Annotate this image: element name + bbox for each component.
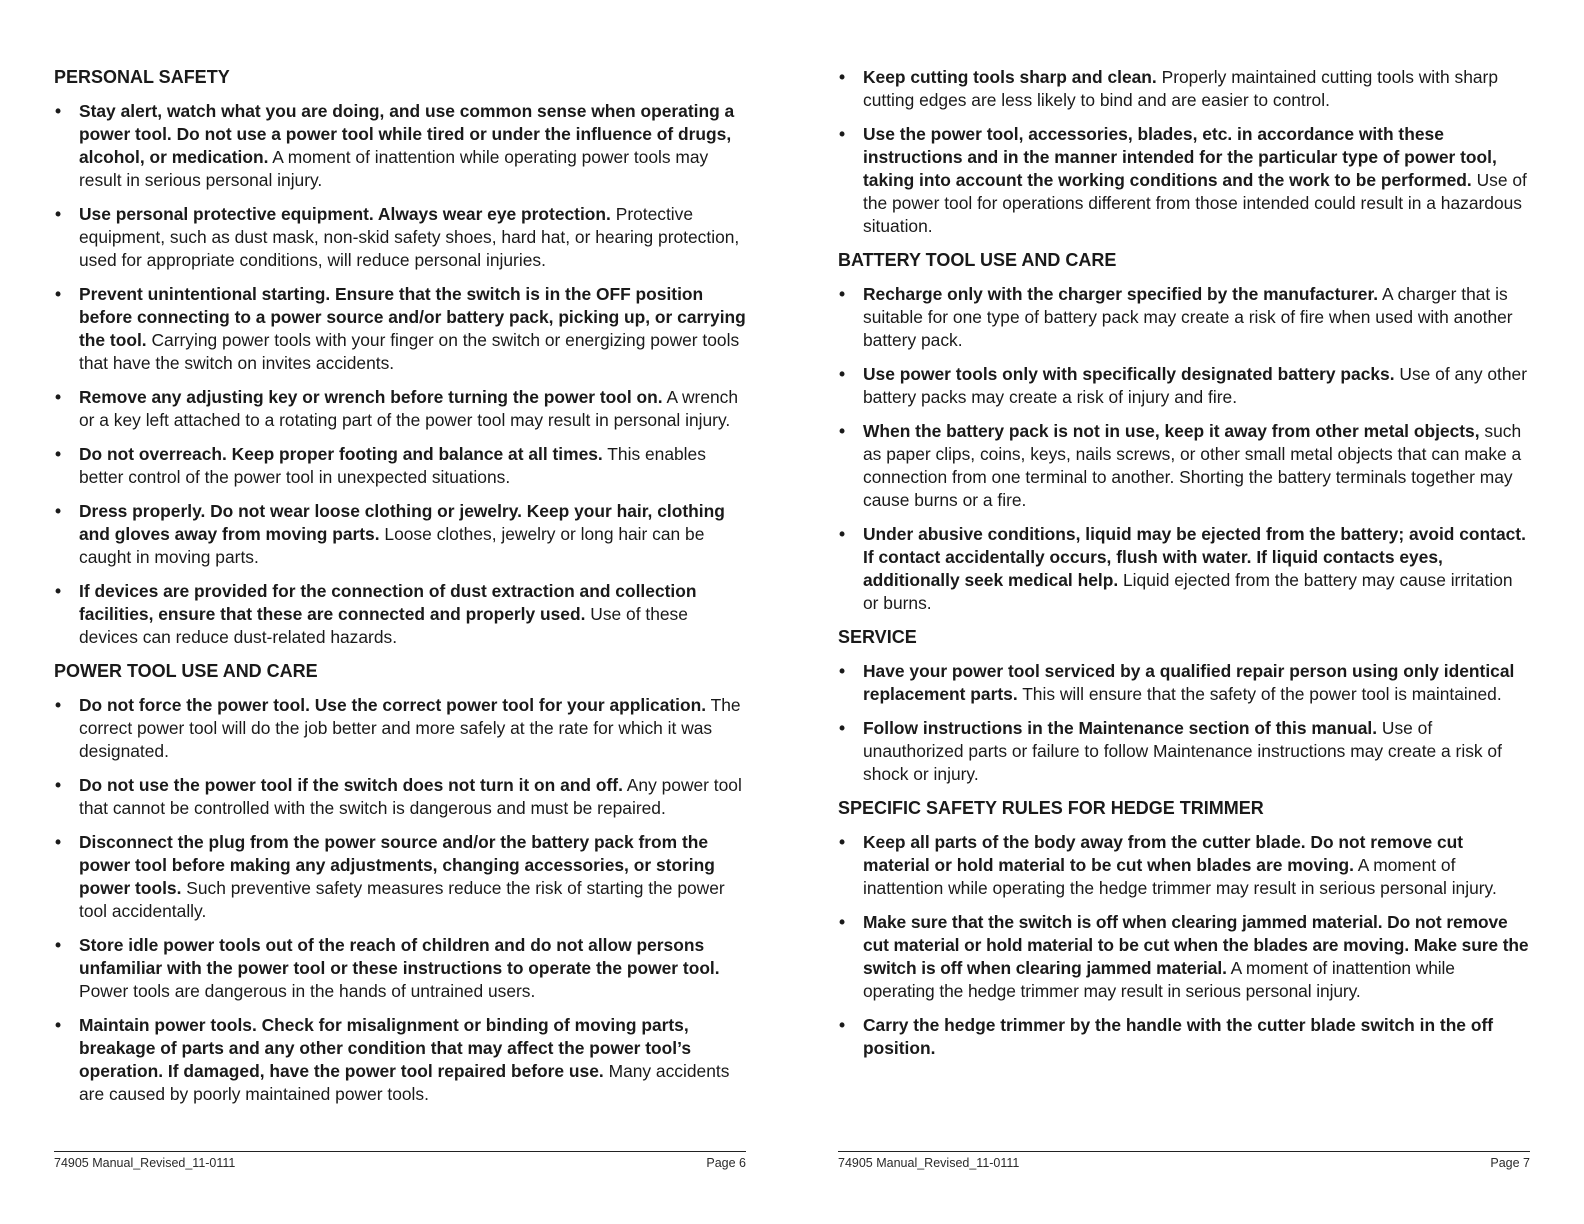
rule-text: A moment of inattention while operating the hedge trimmer may result in serious personal injury. (863, 958, 1455, 1001)
rule-bold: If devices are provided for the connection of dust extraction and collection facilities, ensure that these are connected and properly used. (79, 581, 697, 624)
rule-bold: Dress properly. Do not wear loose clothing or jewelry. Keep your hair, clothing and gloves away from moving parts. (79, 501, 725, 544)
rule-bold: Disconnect the plug from the power source and/or the battery pack from the power tool before making any adjustments, changing accessories, or storing power tools. (79, 832, 715, 898)
list-item (838, 911, 1530, 1003)
page-7 (838, 0, 1530, 1224)
list-item (54, 386, 746, 432)
rule-text: Carrying power tools with your finger on the switch or energizing power tools that have the switch on invites accidents. (79, 330, 740, 373)
rule-bold: Use personal protective equipment. Always wear eye protection. (79, 204, 611, 224)
list-item (838, 717, 1530, 786)
hedge-trimmer-rules-list (838, 831, 1530, 1060)
rule-text: such as paper clips, coins, keys, nails screws, or other small metal objects that can make a connection from one terminal to another. Shorting the battery terminals together may cause burns or a fire. (863, 421, 1522, 510)
rule-text: Liquid ejected from the battery may cause irritation or burns. (863, 570, 1513, 613)
rule-text: A wrench or a key left attached to a rotating part of the power tool may result in personal injury. (79, 387, 739, 430)
list-item (838, 123, 1530, 238)
rule-text: The correct power tool will do the job better and more safely at the rate for which it was designated. (79, 695, 741, 761)
list-item (54, 443, 746, 489)
rule-text: Use of the power tool for operations different from those intended could result in a hazardous situation. (863, 170, 1527, 236)
section-heading-power-tool-use: POWER TOOL USE AND CARE (54, 661, 318, 681)
rule-text: Power tools are dangerous in the hands of untrained users. (79, 981, 536, 1001)
rule-bold: When the battery pack is not in use, keep it away from other metal objects, (863, 421, 1480, 441)
section-heading-service: SERVICE (838, 627, 917, 647)
rule-text: Properly maintained cutting tools with sharp cutting edges are less likely to bind and are easier to control. (863, 67, 1499, 110)
list-item (54, 500, 746, 569)
list-item (54, 203, 746, 272)
personal-safety-list (54, 100, 746, 649)
section-heading-personal-safety: PERSONAL SAFETY (54, 67, 230, 87)
rule-bold: Remove any adjusting key or wrench before turning the power tool on. (79, 387, 663, 407)
list-item (54, 694, 746, 763)
service-list (838, 660, 1530, 786)
rule-text: This will ensure that the safety of the power tool is maintained. (1022, 684, 1502, 704)
list-item (838, 420, 1530, 512)
section-heading-battery-tool-use: BATTERY TOOL USE AND CARE (838, 250, 1117, 270)
page-number: Page 6 (706, 1156, 746, 1170)
rule-text: A moment of inattention while operating power tools may result in serious personal injury. (79, 147, 709, 190)
rule-bold: Do not use the power tool if the switch does not turn it on and off. (79, 775, 623, 795)
rule-text: Use of these devices can reduce dust-related hazards. (79, 604, 688, 647)
document-code: 74905 Manual_Revised_11-0111 (54, 1156, 236, 1170)
rule-bold: Maintain power tools. Check for misalignment or binding of moving parts, breakage of parts and any other condition that may affect the power tool’s operation. If damaged, have the power tool repaired before use. (79, 1015, 691, 1081)
page-footer (54, 1151, 746, 1170)
list-item (838, 523, 1530, 615)
battery-tool-list (838, 283, 1530, 615)
document-code: 74905 Manual_Revised_11-0111 (838, 1156, 1020, 1170)
rule-bold: Keep all parts of the body away from the cutter blade. Do not remove cut material or hold material to be cut when blades are moving. (863, 832, 1464, 875)
rule-text: A moment of inattention while operating the hedge trimmer may result in serious personal injury. (863, 855, 1497, 898)
list-item (838, 660, 1530, 706)
list-item (838, 283, 1530, 352)
rule-text: Many accidents are caused by poorly maintained power tools. (79, 1061, 730, 1104)
list-item (54, 1014, 746, 1106)
rule-bold: Prevent unintentional starting. Ensure that the switch is in the OFF position before connecting to a power source and/or battery pack, picking up, or carrying the tool. (79, 284, 746, 350)
rule-text: A charger that is suitable for one type of battery pack may create a risk of fire when used with another battery pack. (863, 284, 1513, 350)
rule-bold: Use the power tool, accessories, blades, etc. in accordance with these instructions and in the manner intended for the particular type of power tool, taking into account the working conditions and the work to be performed. (863, 124, 1497, 190)
rule-bold: Use power tools only with specifically designated battery packs. (863, 364, 1395, 384)
page-6-column (54, 66, 746, 1117)
list-item (838, 66, 1530, 112)
rule-text: Protective equipment, such as dust mask, non-skid safety shoes, hard hat, or hearing protection, used for appropriate conditions, will reduce personal injuries. (79, 204, 740, 270)
rule-bold: Recharge only with the charger specified by the manufacturer. (863, 284, 1379, 304)
rule-bold: Do not overreach. Keep proper footing and balance at all times. (79, 444, 603, 464)
rule-bold: Store idle power tools out of the reach of children and do not allow persons unfamiliar with the power tool or these instructions to operate the power tool. (79, 935, 720, 978)
rule-bold: Follow instructions in the Maintenance section of this manual. (863, 718, 1378, 738)
rule-bold: Stay alert, watch what you are doing, and use common sense when operating a power tool. Do not use a power tool while tired or under the influence of drugs, alcohol, or medication. (79, 101, 735, 167)
list-item (54, 100, 746, 192)
rule-text: Loose clothes, jewelry or long hair can be caught in moving parts. (79, 524, 705, 567)
rule-text: Such preventive safety measures reduce the risk of starting the power tool accidentally. (79, 878, 725, 921)
rule-text: Use of any other battery packs may create a risk of injury and fire. (863, 364, 1527, 407)
continued-power-tool-list (838, 66, 1530, 238)
list-item (54, 831, 746, 923)
rule-text: This enables better control of the power tool in unexpected situations. (79, 444, 706, 487)
list-item (54, 283, 746, 375)
list-item (838, 831, 1530, 900)
list-item (838, 363, 1530, 409)
power-tool-use-list (54, 694, 746, 1106)
rule-bold: Have your power tool serviced by a qualified repair person using only identical replacement parts. (863, 661, 1515, 704)
list-item (54, 774, 746, 820)
rule-bold: Do not force the power tool. Use the correct power tool for your application. (79, 695, 707, 715)
rule-bold: Under abusive conditions, liquid may be ejected from the battery; avoid contact. If contact accidentally occurs, flush with water. If liquid contacts eyes, additionally seek medical help. (863, 524, 1526, 590)
page-7-column (838, 66, 1530, 1071)
page-6 (54, 0, 746, 1224)
rule-text: Any power tool that cannot be controlled with the switch is dangerous and must be repaired. (79, 775, 742, 818)
list-item (838, 1014, 1530, 1060)
rule-bold: Make sure that the switch is off when clearing jammed material. Do not remove cut material or hold material to be cut when the blades are moving. Make sure the switch is off when clearing jammed material. (863, 912, 1529, 978)
rule-bold: Carry the hedge trimmer by the handle with the cutter blade switch in the off position. (863, 1015, 1494, 1058)
rule-text: Use of unauthorized parts or failure to follow Maintenance instructions may create a risk of shock or injury. (863, 718, 1502, 784)
page-number: Page 7 (1490, 1156, 1530, 1170)
page-footer (838, 1151, 1530, 1170)
section-heading-hedge-trimmer-rules: SPECIFIC SAFETY RULES FOR HEDGE TRIMMER (838, 798, 1264, 818)
list-item (54, 934, 746, 1003)
list-item (54, 580, 746, 649)
rule-bold: Keep cutting tools sharp and clean. (863, 67, 1157, 87)
